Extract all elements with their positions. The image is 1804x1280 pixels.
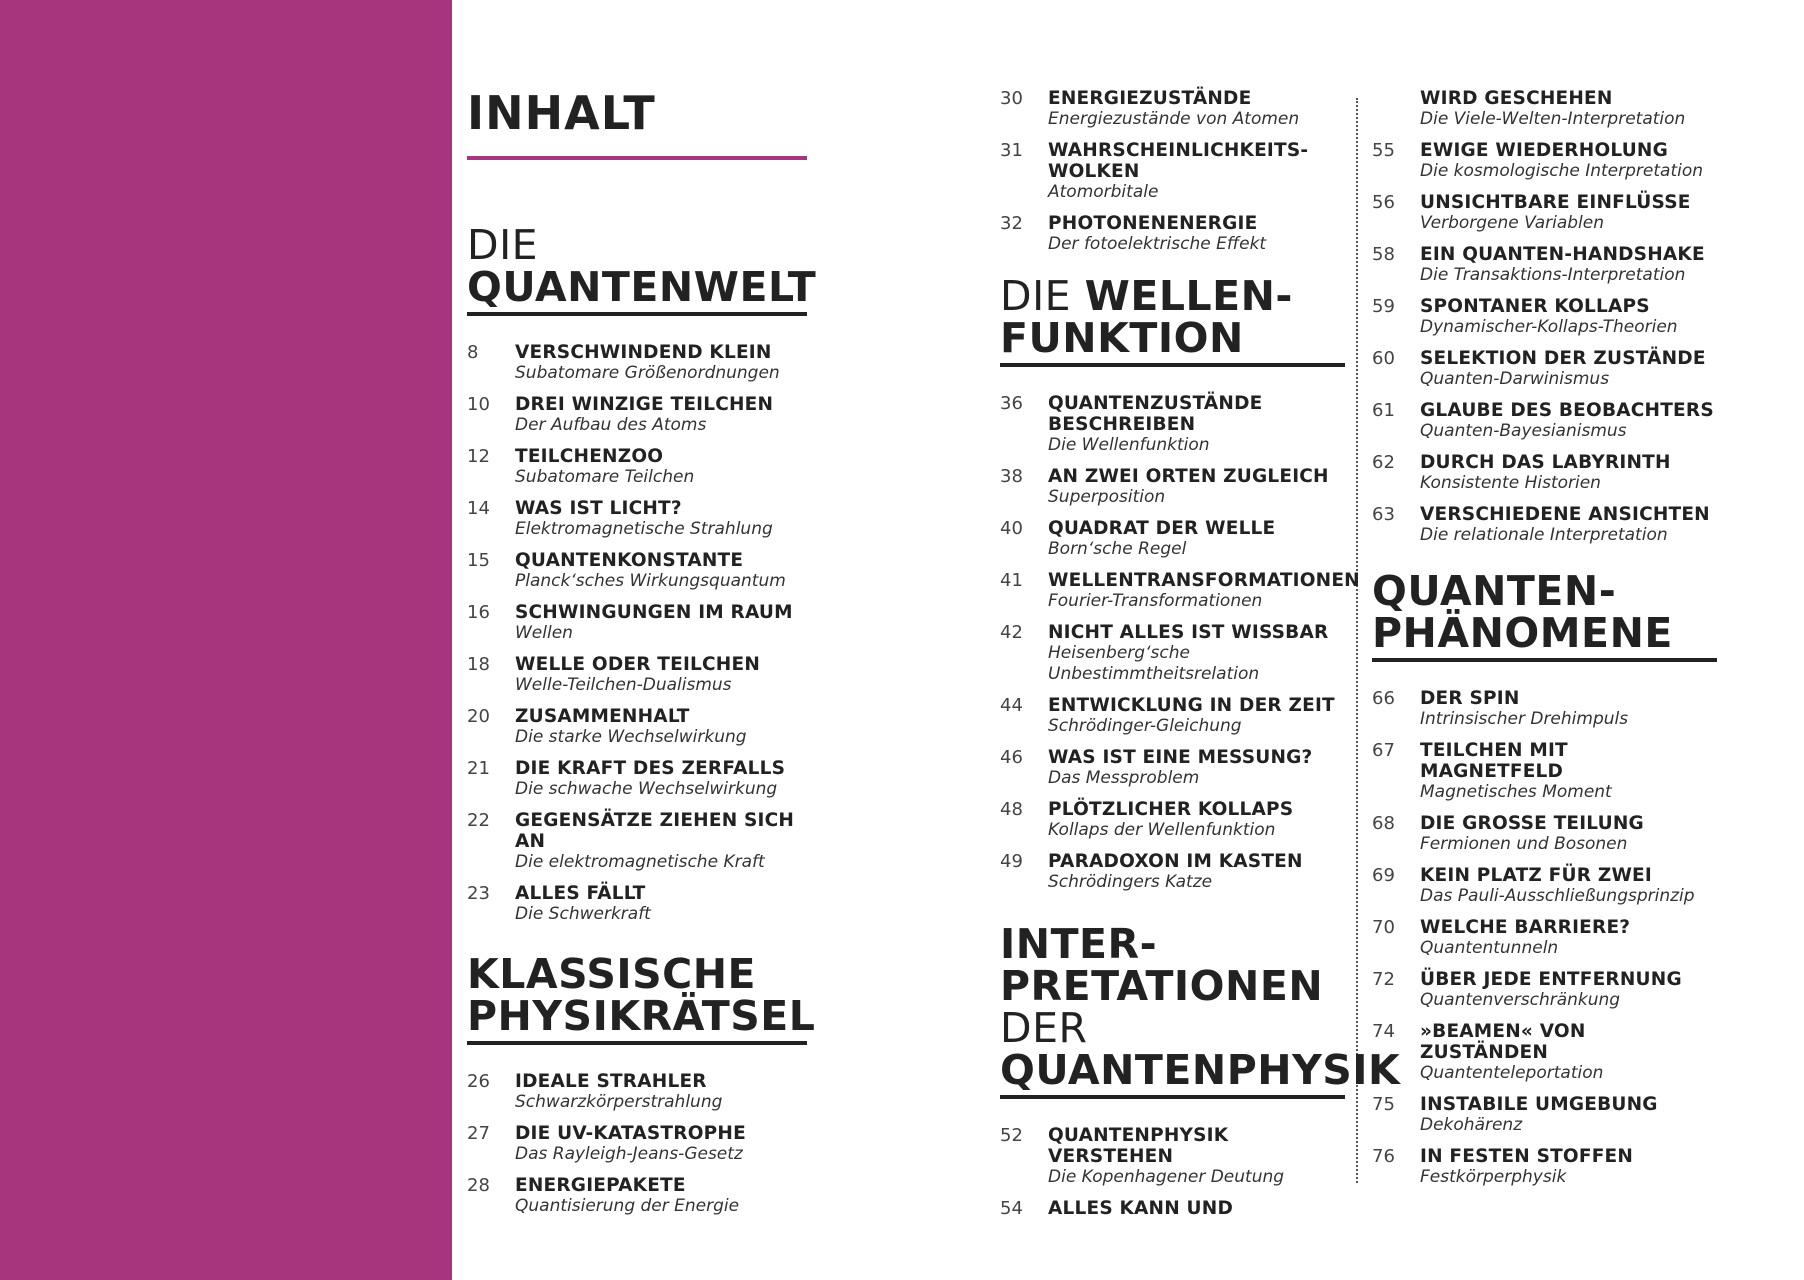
- entry-text: [1420, 244, 1717, 286]
- toc-entry[interactable]: [467, 1071, 807, 1113]
- section-rule: [1372, 658, 1717, 662]
- entry-subtitle: Subatomare Größenordnungen: [515, 363, 780, 383]
- toc-entry[interactable]: [467, 394, 807, 436]
- page-number: 42: [1000, 622, 1023, 643]
- page-number: 23: [467, 883, 490, 904]
- page-number: 56: [1372, 192, 1395, 213]
- toc-entry[interactable]: [1000, 799, 1345, 841]
- entry-subtitle: Energiezustände von Atomen: [1048, 109, 1300, 129]
- entry-subtitle: Welle-Teilchen-Dualismus: [515, 675, 732, 695]
- section-title-line: [1000, 272, 1345, 320]
- section-title: [1000, 272, 1345, 362]
- toc-entry[interactable]: [1372, 400, 1717, 442]
- entry-title: WELLENTRANSFORMATIONEN: [1048, 570, 1360, 591]
- entry-subtitle: Quanten-Bayesianismus: [1420, 421, 1627, 441]
- entry-title: WAS IST EINE MESSUNG?: [1048, 747, 1313, 768]
- entry-title: PARADOXON IM KASTEN: [1048, 851, 1303, 872]
- toc-entry[interactable]: [467, 706, 807, 748]
- entry-subtitle: Festkörperphysik: [1420, 1167, 1567, 1187]
- page-number: 68: [1372, 813, 1395, 834]
- toc-entry[interactable]: [467, 810, 807, 873]
- section-wellenfunktion: [1000, 272, 1360, 893]
- entry-title: ZUSAMMENHALT: [515, 706, 690, 727]
- entry-subtitle: Magnetisches Moment: [1420, 782, 1612, 802]
- entry-subtitle: Heisenberg‘sche Unbestimmtheitsrelation: [1048, 643, 1260, 684]
- entry-title: WELCHE BARRIERE?: [1420, 917, 1631, 938]
- entry-text: [1420, 452, 1717, 494]
- entry-title: PLÖTZLICHER KOLLAPS: [1048, 799, 1294, 820]
- entry-title: DER SPIN: [1420, 688, 1520, 709]
- entry-text: [515, 706, 807, 748]
- entry-subtitle: Die kosmologische Interpretation: [1420, 161, 1704, 181]
- toc-entry[interactable]: [1000, 466, 1345, 508]
- entry-title: ALLES FÄLLT: [515, 883, 646, 904]
- entry-subtitle: Die Transaktions-Interpretation: [1420, 265, 1686, 285]
- toc-entry[interactable]: [467, 446, 807, 488]
- toc-entry[interactable]: [467, 1123, 807, 1165]
- entry-title: DIE GROSSE TEILUNG: [1420, 813, 1644, 834]
- section-rule: [1000, 363, 1345, 367]
- entry-text: [515, 550, 807, 592]
- page-number: 38: [1000, 466, 1023, 487]
- entry-text: [1048, 466, 1345, 508]
- page-number: 22: [467, 810, 490, 831]
- toc-entry[interactable]: [467, 342, 807, 384]
- toc-entry[interactable]: [1000, 213, 1345, 255]
- entry-title: ÜBER JEDE ENTFERNUNG: [1420, 969, 1682, 990]
- toc-entry[interactable]: [1372, 244, 1717, 286]
- toc-entry[interactable]: [1000, 747, 1345, 789]
- page-number: 12: [467, 446, 490, 467]
- page-number: 63: [1372, 504, 1395, 525]
- toc-entry[interactable]: [1372, 348, 1717, 390]
- toc-entry[interactable]: [1000, 1198, 1345, 1219]
- entry-subtitle: Schrödinger-Gleichung: [1048, 716, 1242, 736]
- entry-subtitle: Schrödingers Katze: [1048, 872, 1213, 892]
- entry-title: DREI WINZIGE TEILCHEN: [515, 394, 774, 415]
- section-quantenphaenomene: [1372, 567, 1717, 1188]
- page-number: 66: [1372, 688, 1395, 709]
- entry-title: ENERGIEZUSTÄNDE: [1048, 88, 1252, 109]
- page-number: 72: [1372, 969, 1395, 990]
- section-title-part: PHYSIKRÄTSEL: [467, 992, 816, 1040]
- entry-subtitle: Der Aufbau des Atoms: [515, 415, 707, 435]
- toc-entry[interactable]: [1000, 140, 1345, 203]
- toc-column-3: [1372, 88, 1717, 1208]
- entry-subtitle: Die Kopenhagener Deutung: [1048, 1167, 1285, 1187]
- toc-entry[interactable]: [1000, 622, 1345, 685]
- entry-text: [1420, 140, 1717, 182]
- toc-entry[interactable]: [1372, 1146, 1717, 1188]
- section-physikraetsel: [467, 950, 816, 1217]
- section-title-line: [1000, 920, 1345, 968]
- entry-subtitle: Kollaps der Wellenfunktion: [1048, 820, 1276, 840]
- toc-entry[interactable]: [1372, 969, 1717, 1011]
- entry-text: [1048, 1198, 1345, 1219]
- entry-title: TEILCHENZOO: [515, 446, 664, 467]
- page-number: 10: [467, 394, 490, 415]
- entry-subtitle: Die relationale Interpretation: [1420, 525, 1668, 545]
- toc-entry[interactable]: [1372, 1094, 1717, 1136]
- entry-text: [1048, 213, 1345, 255]
- section-title-part: QUANTEN-: [1372, 567, 1617, 615]
- page-number: 41: [1000, 570, 1023, 591]
- entry-subtitle: Planck‘sches Wirkungsquantum: [515, 571, 786, 591]
- toc-column-1: [467, 86, 817, 1237]
- entry-subtitle: Die Wellenfunktion: [1048, 435, 1210, 455]
- entry-title: DIE UV-KATASTROPHE: [515, 1123, 746, 1144]
- entry-title: WELLE ODER TEILCHEN: [515, 654, 761, 675]
- section-title-part: PRETATIONEN: [1000, 962, 1324, 1010]
- toc-entry[interactable]: [1372, 688, 1717, 730]
- toc-entry[interactable]: [467, 758, 807, 800]
- entry-title: IN FESTEN STOFFEN: [1420, 1146, 1634, 1167]
- toc-entry[interactable]: [467, 883, 807, 925]
- entry-text: [1420, 1146, 1717, 1188]
- section-title-line: [1372, 567, 1717, 615]
- section-rule: [467, 312, 807, 316]
- toc-entry[interactable]: [1000, 695, 1345, 737]
- page-number: 60: [1372, 348, 1395, 369]
- page-title: INHALT: [467, 86, 656, 140]
- section-title: [467, 950, 816, 1040]
- page-number: 49: [1000, 851, 1023, 872]
- toc-entry[interactable]: [1372, 192, 1717, 234]
- toc-entry[interactable]: [1000, 1125, 1345, 1188]
- entry-title: AN ZWEI ORTEN ZUGLEICH: [1048, 466, 1329, 487]
- entry-subtitle: Subatomare Teilchen: [515, 467, 695, 487]
- entry-text: [515, 758, 807, 800]
- entry-subtitle: Intrinsischer Drehimpuls: [1420, 709, 1629, 729]
- entry-text: [1420, 740, 1717, 803]
- entry-title: IDEALE STRAHLER: [515, 1071, 707, 1092]
- toc-entry[interactable]: [1372, 452, 1717, 494]
- entry-text: [1420, 969, 1717, 1011]
- title-rule: [467, 156, 807, 160]
- page-number: 76: [1372, 1146, 1395, 1167]
- entry-text: [515, 394, 807, 436]
- entry-text: [1420, 917, 1717, 959]
- page-number: 26: [467, 1071, 490, 1092]
- entry-text: [1420, 1094, 1717, 1136]
- entry-subtitle: Quantentunneln: [1420, 938, 1559, 958]
- entry-title: GEGENSÄTZE ZIEHEN SICH AN: [515, 810, 795, 852]
- page-number: 40: [1000, 518, 1023, 539]
- entry-text: [1420, 192, 1717, 234]
- toc-entry[interactable]: [1000, 88, 1345, 130]
- entry-subtitle: Fermionen und Bosonen: [1420, 834, 1628, 854]
- entry-subtitle: Wellen: [515, 623, 573, 643]
- page-number: 75: [1372, 1094, 1395, 1115]
- entry-title: INSTABILE UMGEBUNG: [1420, 1094, 1658, 1115]
- entry-title: EIN QUANTEN-HANDSHAKE: [1420, 244, 1705, 265]
- toc-entry[interactable]: [1000, 518, 1345, 560]
- page-number: 20: [467, 706, 490, 727]
- toc-entry[interactable]: [1372, 88, 1717, 130]
- entry-subtitle: Die Viele-Welten-Interpretation: [1420, 109, 1686, 129]
- entry-text: [515, 602, 807, 644]
- entry-text: [1048, 140, 1345, 203]
- page-number: 58: [1372, 244, 1395, 265]
- toc-entry[interactable]: [1000, 570, 1360, 612]
- entry-text: [1420, 348, 1717, 390]
- section-interpretationen-continued: [1372, 88, 1717, 546]
- section-title-part: KLASSISCHE: [467, 950, 757, 998]
- page-number: 16: [467, 602, 490, 623]
- section-rule: [1000, 1095, 1345, 1099]
- entry-text: [1048, 393, 1345, 456]
- entry-text: [1048, 695, 1345, 737]
- entry-text: [1420, 813, 1717, 855]
- entry-title: GLAUBE DES BEOBACHTERS: [1420, 400, 1714, 421]
- page-number: 70: [1372, 917, 1395, 938]
- section-title-part: QUANTENPHYSIK: [1000, 1046, 1401, 1094]
- section-title-part: INTER-: [1000, 920, 1158, 968]
- page-number: 30: [1000, 88, 1023, 109]
- entry-text: [515, 1123, 807, 1165]
- toc-entry[interactable]: [1372, 296, 1717, 338]
- page-number: 69: [1372, 865, 1395, 886]
- toc-entry[interactable]: [1372, 140, 1717, 182]
- entry-title: VERSCHIEDENE ANSICHTEN: [1420, 504, 1710, 525]
- page-number: 31: [1000, 140, 1023, 161]
- toc-entry[interactable]: [467, 550, 807, 592]
- toc-entry[interactable]: [1372, 740, 1717, 803]
- section-title-part: PHÄNOMENE: [1372, 609, 1673, 657]
- entry-text: [1420, 1021, 1717, 1084]
- page-number: 62: [1372, 452, 1395, 473]
- entry-title: VERSCHWINDEND KLEIN: [515, 342, 772, 363]
- section-title-line: [467, 221, 807, 269]
- section-title-line: [1000, 962, 1345, 1052]
- entry-title: SCHWINGUNGEN IM RAUM: [515, 602, 793, 623]
- page-number: 18: [467, 654, 490, 675]
- page-number: 59: [1372, 296, 1395, 317]
- page-number: 74: [1372, 1021, 1395, 1042]
- entry-subtitle: Elektromagnetische Strahlung: [515, 519, 773, 539]
- page-number: 61: [1372, 400, 1395, 421]
- entry-subtitle: Die schwache Wechselwirkung: [515, 779, 778, 799]
- entry-subtitle: Fourier-Transformationen: [1048, 591, 1263, 611]
- entry-title: SELEKTION DER ZUSTÄNDE: [1420, 348, 1706, 369]
- toc-entry[interactable]: [467, 654, 807, 696]
- entry-title: WIRD GESCHEHEN: [1420, 88, 1613, 109]
- entry-text: [1048, 622, 1345, 685]
- entry-subtitle: Die elektromagnetische Kraft: [515, 852, 765, 872]
- page-number: 8: [467, 342, 479, 363]
- toc-entry[interactable]: [467, 498, 807, 540]
- section-title-line: [1000, 1046, 1401, 1094]
- entry-text: [1048, 1125, 1345, 1188]
- entry-title: KEIN PLATZ FÜR ZWEI: [1420, 865, 1652, 886]
- section-title-part: DIE: [467, 221, 539, 269]
- toc-entry[interactable]: [1372, 1021, 1717, 1084]
- entry-text: [1048, 570, 1360, 612]
- section-continued: [1000, 88, 1345, 255]
- section-title-line: [467, 992, 816, 1040]
- toc-entry[interactable]: [467, 602, 807, 644]
- entry-subtitle: Schwarzkörperstrahlung: [515, 1092, 723, 1112]
- section-title: [1372, 567, 1717, 657]
- entry-title: WAHRSCHEINLICHKEITS-WOLKEN: [1048, 140, 1309, 182]
- entry-text: [1420, 504, 1717, 546]
- entry-title: QUANTENPHYSIK VERSTEHEN: [1048, 1125, 1229, 1167]
- column-divider: [1356, 98, 1358, 1183]
- entry-text: [1420, 688, 1717, 730]
- entry-text: [515, 654, 807, 696]
- section-title-part: WELLEN-: [1084, 272, 1293, 320]
- entry-title: DIE KRAFT DES ZERFALLS: [515, 758, 786, 779]
- entry-title: WAS IST LICHT?: [515, 498, 682, 519]
- entry-title: ENERGIEPAKETE: [515, 1175, 686, 1196]
- entry-subtitle: Das Pauli-Ausschließungsprinzip: [1420, 886, 1695, 906]
- toc-entry[interactable]: [1372, 865, 1717, 907]
- page-number: 54: [1000, 1198, 1023, 1219]
- page-number: 21: [467, 758, 490, 779]
- entry-text: [1048, 799, 1345, 841]
- section-title-part: QUANTENWELT: [467, 263, 817, 311]
- entry-text: [515, 810, 807, 873]
- entry-subtitle: Quanten-Darwinismus: [1420, 369, 1610, 389]
- entry-text: [1048, 518, 1345, 560]
- entry-text: [1048, 747, 1345, 789]
- entry-title: QUANTENKONSTANTE: [515, 550, 744, 571]
- entry-title: ENTWICKLUNG IN DER ZEIT: [1048, 695, 1335, 716]
- section-title-line: [467, 950, 807, 998]
- entry-subtitle: Das Messproblem: [1048, 768, 1200, 788]
- section-title-part: DER: [1000, 1004, 1088, 1052]
- entry-subtitle: Der fotoelektrische Effekt: [1048, 234, 1267, 254]
- entry-subtitle: Superposition: [1048, 487, 1166, 507]
- page-number: 44: [1000, 695, 1023, 716]
- page-number: 46: [1000, 747, 1023, 768]
- section-quantenwelt: [467, 221, 817, 925]
- section-title: [467, 221, 817, 311]
- entry-text: [1420, 88, 1717, 130]
- entry-title: ALLES KANN UND: [1048, 1198, 1234, 1219]
- page-number: [1372, 88, 1420, 130]
- entry-text: [1048, 88, 1345, 130]
- section-title-part: DIE: [1000, 272, 1085, 320]
- entry-title: DURCH DAS LABYRINTH: [1420, 452, 1671, 473]
- section-title-line: [1372, 609, 1717, 657]
- section-rule: [467, 1041, 807, 1045]
- entry-subtitle: Born‘sche Regel: [1048, 539, 1187, 559]
- page-number: 55: [1372, 140, 1395, 161]
- toc-entry[interactable]: [1000, 851, 1345, 893]
- entry-text: [1420, 865, 1717, 907]
- entry-text: [515, 342, 807, 384]
- entry-subtitle: Quantisierung der Energie: [515, 1196, 740, 1216]
- entry-title: UNSICHTBARE EINFLÜSSE: [1420, 192, 1691, 213]
- page-number: 14: [467, 498, 490, 519]
- section-title-line: [467, 263, 817, 311]
- entry-title: TEILCHEN MIT MAGNETFELD: [1420, 740, 1568, 782]
- entry-title: QUADRAT DER WELLE: [1048, 518, 1276, 539]
- entry-title: »BEAMEN« VON ZUSTÄNDEN: [1420, 1021, 1586, 1063]
- toc-entry[interactable]: [467, 1175, 807, 1217]
- entry-text: [515, 498, 807, 540]
- entry-title: EWIGE WIEDERHOLUNG: [1420, 140, 1668, 161]
- entry-subtitle: Atomorbitale: [1048, 182, 1159, 202]
- entry-title: SPONTANER KOLLAPS: [1420, 296, 1650, 317]
- entry-subtitle: Verborgene Variablen: [1420, 213, 1604, 233]
- entry-text: [515, 1175, 807, 1217]
- entry-subtitle: Quantenverschränkung: [1420, 990, 1621, 1010]
- page-number: 28: [467, 1175, 490, 1196]
- entry-title: PHOTONENENERGIE: [1048, 213, 1258, 234]
- entry-subtitle: Dynamischer-Kollaps-Theorien: [1420, 317, 1678, 337]
- page-number: 32: [1000, 213, 1023, 234]
- entry-text: [1420, 296, 1717, 338]
- entry-text: [515, 883, 807, 925]
- toc-entry[interactable]: [1372, 813, 1717, 855]
- entry-text: [515, 446, 807, 488]
- entry-subtitle: Die starke Wechselwirkung: [515, 727, 747, 747]
- entry-subtitle: Konsistente Historien: [1420, 473, 1601, 493]
- magenta-sidebar: [0, 0, 452, 1280]
- page-number: 15: [467, 550, 490, 571]
- toc-entry[interactable]: [1000, 393, 1345, 456]
- entry-subtitle: Das Rayleigh-Jeans-Gesetz: [515, 1144, 743, 1164]
- page-number: 36: [1000, 393, 1023, 414]
- entry-text: [1048, 851, 1345, 893]
- section-title-part: FUNKTION: [1000, 314, 1244, 362]
- entry-text: [515, 1071, 807, 1113]
- toc-entry[interactable]: [1372, 504, 1717, 546]
- entry-subtitle: Dekohärenz: [1420, 1115, 1523, 1135]
- entry-text: [1420, 400, 1717, 442]
- toc-entry[interactable]: [1372, 917, 1717, 959]
- page-number: 27: [467, 1123, 490, 1144]
- entry-subtitle: Quantenteleportation: [1420, 1063, 1604, 1083]
- entry-title: QUANTENZUSTÄNDE BESCHREIBEN: [1048, 393, 1263, 435]
- section-title-line: [1000, 314, 1345, 362]
- page-number: 67: [1372, 740, 1395, 761]
- page-number: 52: [1000, 1125, 1023, 1146]
- page-number: 48: [1000, 799, 1023, 820]
- entry-subtitle: Die Schwerkraft: [515, 904, 651, 924]
- entry-title: NICHT ALLES IST WISSBAR: [1048, 622, 1329, 643]
